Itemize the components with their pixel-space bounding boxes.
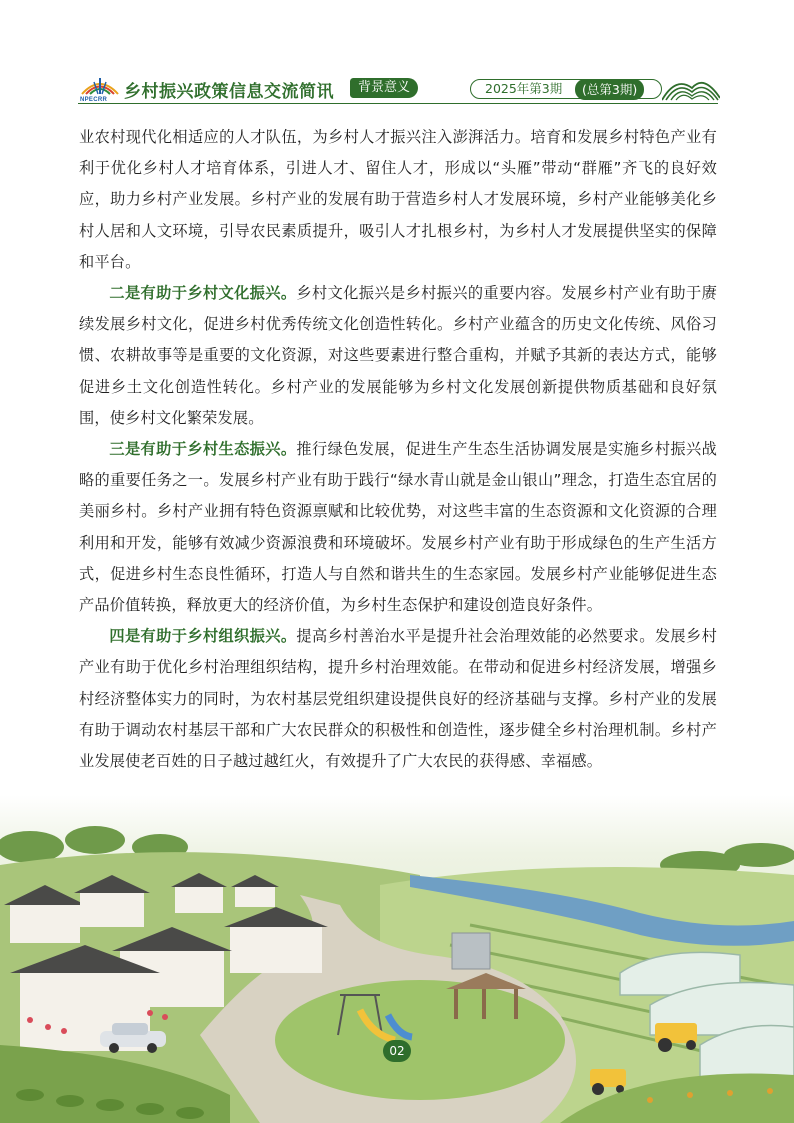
article-body — [79, 122, 717, 777]
paragraph-3 — [79, 434, 717, 621]
paragraph-lead: 二是有助于乡村文化振兴。 — [109, 284, 297, 303]
publication-title: 乡村振兴政策信息交流简讯 — [124, 82, 334, 102]
issue-pill — [470, 79, 662, 99]
issue-total: (总第3期) — [575, 79, 644, 100]
hills-decoration-icon — [662, 74, 720, 102]
paragraph-text: 业农村现代化相适应的人才队伍，为乡村人才振兴注入澎湃活力。培育和发展乡村特色产业有利于优化乡村人才培育体系，引进人才、留住人才，形成以“头雁”带动“群雁”齐飞的良好效应，助力乡村产业发展。乡村产业的发展有助于营造乡村人才发展环境，乡村产业能够美化乡村人居和人文环境，引导农民素质提升，吸引人才扎根乡村，为乡村人才发展提供坚实的保障和平台。 — [79, 128, 717, 271]
paragraph-text: 乡村文化振兴是乡村振兴的重要内容。发展乡村产业有助于赓续发展乡村文化，促进乡村优秀传统文化创造性转化。乡村产业蕴含的历史文化传统、风俗习惯、农耕故事等是重要的文化资源，对这些要素进行整合重构，并赋予其新的表达方式，能够促进乡土文化创造性转化。乡村产业的发展能够为乡村文化发展创新提供物质基础和良好氛围，使乡村文化繁荣发展。 — [79, 284, 717, 427]
page-number: 02 — [383, 1040, 411, 1062]
village-illustration — [0, 795, 794, 1123]
paragraph-2 — [79, 278, 717, 434]
paragraph-lead: 三是有助于乡村生态振兴。 — [109, 440, 297, 459]
paragraph-text: 提高乡村善治水平是提升社会治理效能的必然要求。发展乡村产业有助于优化乡村治理组织结构，提升乡村治理效能。在带动和促进乡村经济发展，增强乡村经济整体实力的同时，为农村基层党组织建设提供良好的经济基础与支撑。乡村产业的发展有助于调动农村基层干部和广大农民群众的积极性和创造性，逐步健全乡村治理机制。乡村产业发展使老百姓的日子越过越红火，有效提升了广大农民的获得感、幸福感。 — [79, 627, 717, 771]
paragraph-lead: 四是有助于乡村组织振兴。 — [109, 627, 297, 646]
section-tag: 背景意义 — [350, 78, 418, 98]
paragraph-1 — [79, 122, 717, 278]
page-header — [78, 72, 718, 110]
paragraph-text: 推行绿色发展，促进生产生态生活协调发展是实施乡村振兴战略的重要任务之一。发展乡村产业有助于践行“绿水青山就是金山银山”理念，打造生态宜居的美丽乡村。乡村产业拥有特色资源禀赋和比较优势，对这些丰富的生态资源和文化资源的合理利用和开发，能够有效减少资源浪费和环境破坏。发展乡村产业有助于形成绿色的生产生活方式，促进乡村生态良性循环，打造人与自然和谐共生的生态家园。发展乡村产业能够促进生态产品价值转换，释放更大的经济价值，为乡村生态保护和建设创造良好条件。 — [79, 440, 717, 615]
paragraph-4 — [79, 621, 717, 777]
logo-text: NPECRR — [80, 97, 108, 103]
header-divider — [78, 103, 718, 104]
issue-number: 2025年第3期 — [485, 81, 563, 96]
